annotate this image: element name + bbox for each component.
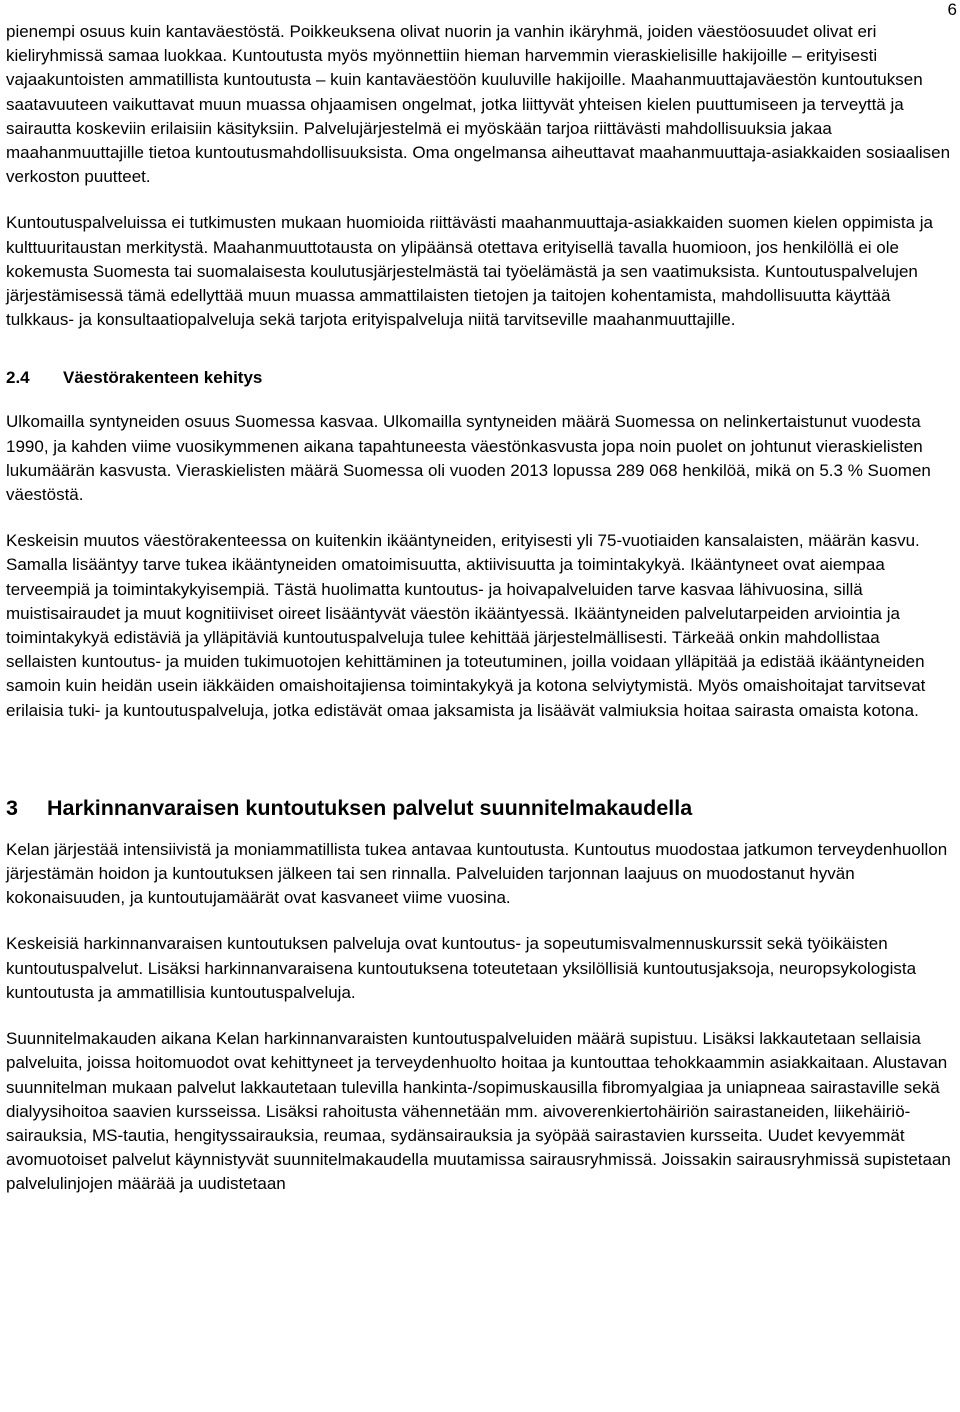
paragraph-kela-rehab: Kelan järjestää intensiivistä ja moniammatillista tukea antavaa kuntoutusta. Kuntoutus muodostaa jatkumon terveydenhuollon järjestämän hoidon ja kuntoutuksen jälkeen tai sen rinnalla. Palveluiden tarjonnan laajuus on muodostanut hyvän kokonaisuuden, ja kuntoutujamäärät ovat kasvaneet viime vuosina.	[6, 839, 948, 908]
paragraph-aging-population: Keskeisin muutos väestörakenteessa on kuitenkin ikääntyneiden, erityisesti yli 75-vuotiaiden kansalaisten, määrän kasvu. Samalla lisääntyy tarve tukea ikääntyneiden omatoimisuutta, aktiivisuutta ja toimintakykyä. Ikääntyneet ovat aiempaa terveempiä ja toimintakykyisempiä. Tästä huolimatta kuntoutus- ja hoivapalveluiden tarve kasvaa lähivuosina, sillä muistisairaudet ja muut kognitiiviset oireet lisääntyvät väestön ikääntyessä. Ikääntyneiden palvelutarpeiden arviointia ja toimintakykyä edistäviä ja ylläpitäviä kuntoutuspalveluja tulee kehittää järjestelmällisesti. Tärkeää onkin mahdollistaa sellaisten kuntoutus- ja muiden tukimuotojen kehittäminen ja toteutuminen, joilla voidaan ylläpitää ja edistää ikääntyneiden samoin kuin heidän usein iäkkäiden omaishoitajiensa toimintakykyä ja kotona selviytymistä. Myös omaishoitajat tarvitsevat erilaisia tuki- ja kuntoutuspalveluja, jotka edistävät omaa jaksamista ja lisäävät valmiuksia hoitaa sairasta omaista kotona.	[6, 531, 926, 720]
section-number: 3	[6, 795, 18, 820]
page-number: 6	[947, 0, 957, 19]
paragraph-immigrant-rehab-access: pienempi osuus kuin kantaväestöstä. Poikkeuksena olivat nuorin ja vanhin ikäryhmä, joiden väestöosuudet olivat eri kieliryhmissä samaa luokkaa. Kuntoutusta myös myönnettiin hieman harvemmin vieraskielisille hakijoille – erityisesti vajaakuntoisten ammatillista kuntoutusta – kuin kantaväestöön kuuluville hakijoille. Maahanmuuttajaväestön kuntoutuksen saatavuuteen vaikuttavat muun muassa ohjaamisen ongelmat, jotka liittyvät yhteisen kielen puuttumiseen ja terveyttä ja sairautta koskeviin erilaisiin käsityksiin. Palvelujärjestelmä ei myöskään tarjoa riittävästi mahdollisuuksia jakaa maahanmuuttajille tietoa kuntoutusmahdollisuuksista. Oma ongelmansa aiheuttavat maahanmuuttaja-asiakkaiden sosiaalisen verkoston puutteet.	[6, 22, 951, 187]
paragraph-foreign-born-share: Ulkomailla syntyneiden osuus Suomessa kasvaa. Ulkomailla syntyneiden määrä Suomessa on nelinkertaistunut vuodesta 1990, ja kahden viime vuosikymmenen aikana tapahtuneesta väestönkasvusta jopa noin puolet on johtunut vieraskielisten lukumäärän kasvusta. Vieraskielisten määrä Suomessa oli vuoden 2013 lopussa 289 068 henkilöä, mikä on 5.3 % Suomen väestöstä.	[6, 412, 931, 505]
paragraph-rehab-services-language: Kuntoutuspalveluissa ei tutkimusten mukaan huomioida riittävästi maahanmuuttaja-asiakkaiden suomen kielen oppimista ja kulttuuritaustan merkitystä. Maahanmuuttotausta on ylipäänsä otettava erityisellä tavalla huomioon, jos henkilöllä ei ole kokemusta Suomesta tai suomalaisesta koulutusjärjestelmästä tai työelämästä ja sen vaatimuksista. Kuntoutuspalvelujen järjestämisessä tämä edellyttää muun muassa ammattilaisten tietojen ja taitojen kohentamista, mahdollisuutta käyttää tulkkaus- ja konsultaatiopalveluja sekä tarjota erityispalveluja niitä tarvitseville maahanmuuttajille.	[6, 213, 934, 330]
section-heading-2-4	[6, 366, 952, 390]
paragraph-key-services: Keskeisiä harkinnanvaraisen kuntoutuksen palveluja ovat kuntoutus- ja sopeutumisvalmennuskurssit sekä työikäisten kuntoutuspalvelut. Lisäksi harkinnanvaraisena kuntoutuksena toteutetaan yksilöllisiä kuntoutusjaksoja, neuropsykologista kuntoutusta ja ammatillisia kuntoutuspalveluja.	[6, 934, 917, 1002]
section-heading-3	[6, 793, 952, 823]
document-body	[6, 20, 952, 1197]
section-title: Harkinnanvaraisen kuntoutuksen palvelut suunnitelmakaudella	[47, 795, 693, 820]
section-title: Väestörakenteen kehitys	[63, 368, 263, 388]
section-number: 2.4	[6, 368, 30, 388]
paragraph-service-reductions: Suunnitelmakauden aikana Kelan harkinnanvaraisten kuntoutuspalveluiden määrä supistuu. Lisäksi lakkautetaan sellaisia palveluita, joissa hoitomuodot ovat kehittyneet ja terveydenhuolto hoitaa ja kuntouttaa tehokkaammin asiakkaitaan. Alustavan suunnitelman mukaan palvelut lakkautetaan tulevilla hankinta-/sopimuskausilla fibromyalgiaa ja uniapneaa sairastaville sekä dialyysihoitoa saavien kursseissa. Lisäksi rahoitusta vähennetään mm. aivoverenkiertohäiriön sairastaneiden, liikehäiriösairauksia, MS-tautia, hengityssairauksia, reumaa, sydänsairauksia ja syöpää sairastavien kursseita. Uudet kevyemmät avomuotoiset palvelut käynnistyvät suunnitelmakaudella muutamissa sairausryhmissä. Joissakin sairausryhmissä supistetaan palvelulinjojen määrää ja uudistetaan	[6, 1029, 951, 1194]
